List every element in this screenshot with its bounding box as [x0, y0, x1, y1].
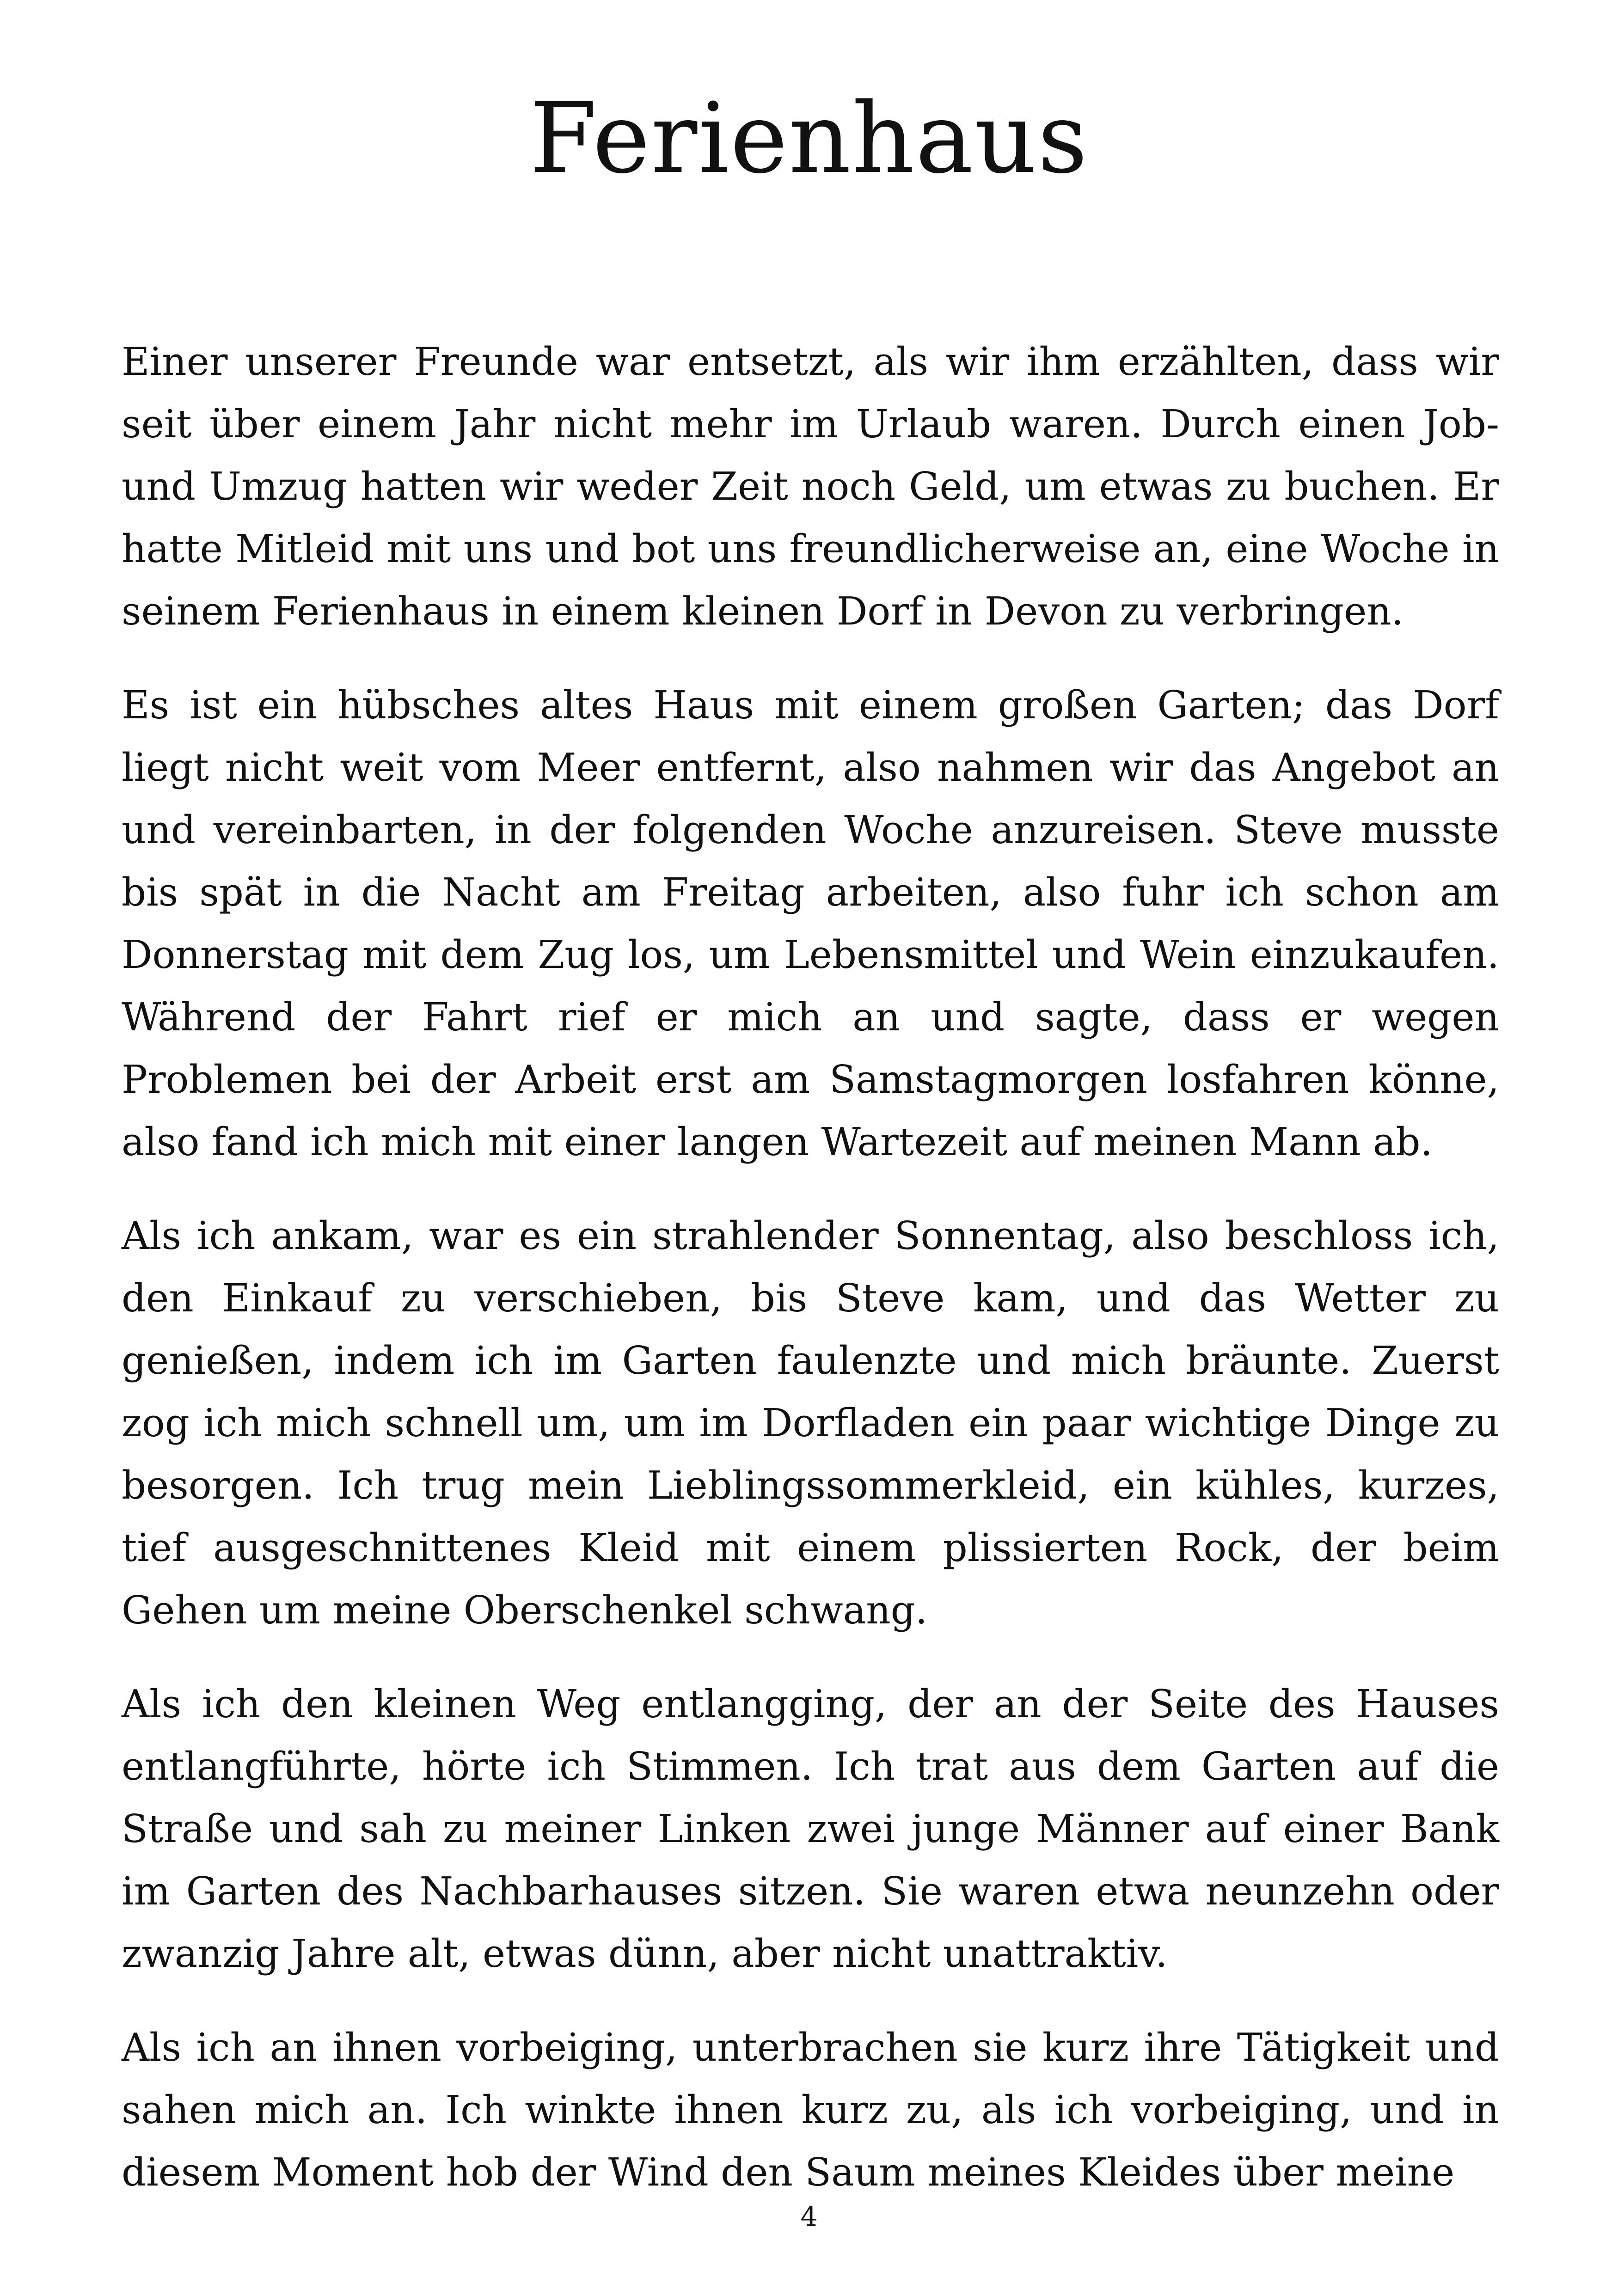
paragraph-3: Als ich ankam, war es ein strahlender Sonnentag, also beschloss ich, den Einkauf zu verschieben, bis Steve kam, und das Wetter zu genießen, indem ich im Garten faulenzte und mich bräunte. Zuerst zog ich mich schnell um, um im Dorfladen ein paar wichtige Dinge zu besorgen. Ich trug mein Lieblingssommerkleid, ein kühles, kurzes, tief ausgeschnittenes Kleid mit einem plissierten Rock, der beim Gehen um meine Oberschenkel schwang. [122, 1213, 1499, 1633]
paragraph-2: Es ist ein hübsches altes Haus mit einem großen Garten; das Dorf liegt nicht weit vom Meer entfernt, also nahmen wir das Angebot an und vereinbarten, in der folgenden Woche anzureisen. Steve musste bis spät in die Nacht am Freitag arbeiten, also fuhr ich schon am Donnerstag mit dem Zug los, um Lebensmittel und Wein einzukaufen. Während der Fahrt rief er mich an und sagte, dass er wegen Problemen bei der Arbeit erst am Samstagmorgen losfahren könne, also fand ich mich mit einer langen Wartezeit auf meinen Mann ab. [122, 683, 1499, 1164]
body-text [122, 331, 1499, 2235]
paragraph-4: Als ich den kleinen Weg entlangging, der an der Seite des Hauses entlangführte, hörte ich Stimmen. Ich trat aus dem Garten auf die Straße und sah zu meiner Linken zwei junge Männer auf einer Bank im Garten des Nachbarhauses sitzen. Sie waren etwa neunzehn oder zwanzig Jahre alt, etwas dünn, aber nicht unattraktiv. [122, 1682, 1499, 1976]
page-number: 4 [800, 2201, 818, 2232]
page-title: Ferienhaus [529, 82, 1089, 195]
paragraph-5: Als ich an ihnen vorbeiging, unterbrachen sie kurz ihre Tätigkeit und sahen mich an. Ich winkte ihnen kurz zu, als ich vorbeiging, und in diesem Moment hob der Wind den Saum meines Kleides über meine [122, 2025, 1499, 2195]
paragraph-1: Einer unserer Freunde war entsetzt, als wir ihm erzählten, dass wir seit über einem Jahr nicht mehr im Urlaub waren. Durch einen Job- und Umzug hatten wir weder Zeit noch Geld, um etwas zu buchen. Er hatte Mitleid mit uns und bot uns freundlicherweise an, eine Woche in seinem Ferienhaus in einem kleinen Dorf in Devon zu verbringen. [122, 339, 1499, 634]
